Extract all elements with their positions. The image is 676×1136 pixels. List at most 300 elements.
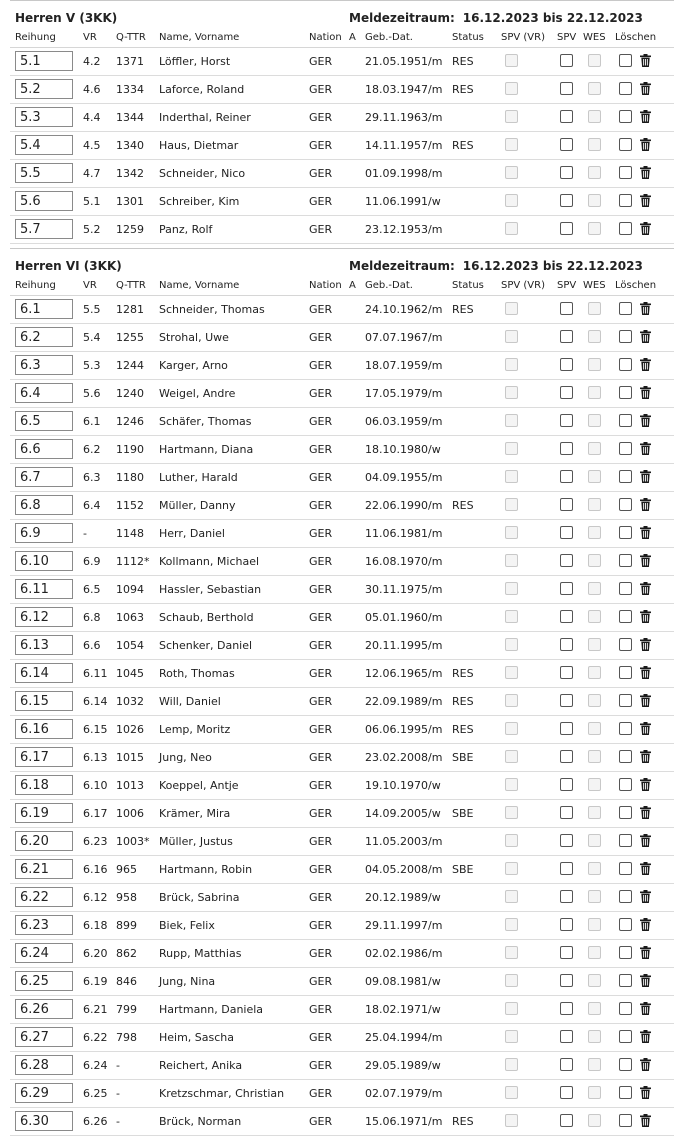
spv-vr-checkbox [505, 498, 518, 511]
status-value: SBE [452, 751, 474, 764]
delete-checkbox[interactable] [619, 582, 632, 595]
spv-checkbox[interactable] [560, 778, 573, 791]
birthdate-value: 25.04.1994/m [365, 1031, 443, 1044]
vr-value: 5.6 [83, 387, 101, 400]
delete-checkbox[interactable] [619, 918, 632, 931]
rank-input[interactable]: 5.2 [15, 79, 73, 99]
rank-input[interactable]: 6.15 [15, 691, 73, 711]
player-row [10, 1052, 674, 1080]
status-value: RES [452, 667, 474, 680]
player-row [10, 688, 674, 716]
delete-checkbox[interactable] [619, 638, 632, 651]
qttr-value: 1259 [116, 223, 144, 236]
rank-input[interactable]: 6.21 [15, 859, 73, 879]
player-name: Herr, Daniel [159, 527, 225, 540]
status-value: RES [452, 139, 474, 152]
status-value: RES [452, 55, 474, 68]
rank-input[interactable]: 6.3 [15, 355, 73, 375]
wes-checkbox [588, 1086, 601, 1099]
delete-checkbox[interactable] [619, 834, 632, 847]
birthdate-value: 18.07.1959/m [365, 359, 443, 372]
wes-checkbox [588, 834, 601, 847]
delete-checkbox[interactable] [619, 862, 632, 875]
nation-value: GER [309, 1059, 333, 1072]
spv-vr-checkbox [505, 554, 518, 567]
wes-checkbox [588, 110, 601, 123]
player-row [10, 492, 674, 520]
spv-checkbox[interactable] [560, 1002, 573, 1015]
rank-input[interactable]: 6.8 [15, 495, 73, 515]
trash-icon[interactable] [640, 1002, 651, 1015]
delete-checkbox[interactable] [619, 82, 632, 95]
qttr-value: 1246 [116, 415, 144, 428]
birthdate-value: 01.09.1998/m [365, 167, 443, 180]
spv-checkbox[interactable] [560, 386, 573, 399]
spv-checkbox[interactable] [560, 442, 573, 455]
trash-icon[interactable] [640, 386, 651, 399]
player-name: Hartmann, Diana [159, 443, 254, 456]
rank-input[interactable]: 5.5 [15, 163, 73, 183]
birthdate-value: 18.03.1947/m [365, 83, 443, 96]
col-header-status: Status [452, 32, 484, 43]
rank-input[interactable]: 5.4 [15, 135, 73, 155]
col-header-a: A [349, 32, 356, 43]
trash-icon[interactable] [640, 582, 651, 595]
qttr-value: - [116, 1115, 120, 1128]
wes-checkbox [588, 1030, 601, 1043]
rank-input[interactable]: 6.10 [15, 551, 73, 571]
player-name: Lemp, Moritz [159, 723, 231, 736]
rank-input[interactable]: 6.7 [15, 467, 73, 487]
nation-value: GER [309, 527, 333, 540]
trash-icon[interactable] [640, 302, 651, 315]
trash-icon[interactable] [640, 694, 651, 707]
spv-checkbox[interactable] [560, 110, 573, 123]
delete-checkbox[interactable] [619, 1086, 632, 1099]
spv-vr-checkbox [505, 358, 518, 371]
spv-checkbox[interactable] [560, 638, 573, 651]
qttr-value: 1094 [116, 583, 144, 596]
trash-icon[interactable] [640, 1058, 651, 1071]
team-section [10, 248, 674, 1136]
spv-checkbox[interactable] [560, 498, 573, 511]
rank-input[interactable]: 6.20 [15, 831, 73, 851]
delete-checkbox[interactable] [619, 554, 632, 567]
wes-checkbox [588, 890, 601, 903]
birthdate-value: 04.09.1955/m [365, 471, 443, 484]
rank-input[interactable]: 6.11 [15, 579, 73, 599]
trash-icon[interactable] [640, 138, 651, 151]
vr-value: 6.24 [83, 1059, 108, 1072]
qttr-value: 1032 [116, 695, 144, 708]
rank-input[interactable]: 6.1 [15, 299, 73, 319]
player-row [10, 548, 674, 576]
trash-icon[interactable] [640, 722, 651, 735]
rank-input[interactable]: 6.30 [15, 1111, 73, 1131]
birthdate-value: 11.06.1991/w [365, 195, 441, 208]
vr-value: 6.12 [83, 891, 108, 904]
birthdate-value: 16.08.1970/m [365, 555, 443, 568]
player-name: Jung, Nina [159, 975, 216, 988]
rank-input[interactable]: 6.14 [15, 663, 73, 683]
spv-checkbox[interactable] [560, 610, 573, 623]
spv-vr-checkbox [505, 138, 518, 151]
birthdate-value: 02.07.1979/m [365, 1087, 443, 1100]
delete-checkbox[interactable] [619, 442, 632, 455]
delete-checkbox[interactable] [619, 498, 632, 511]
trash-icon[interactable] [640, 358, 651, 371]
birthdate-value: 06.03.1959/m [365, 415, 443, 428]
spv-checkbox[interactable] [560, 946, 573, 959]
rank-input[interactable]: 6.27 [15, 1027, 73, 1047]
rank-input[interactable]: 6.6 [15, 439, 73, 459]
col-header-nation: Nation [309, 280, 342, 291]
delete-checkbox[interactable] [619, 946, 632, 959]
spv-vr-checkbox [505, 1002, 518, 1015]
spv-checkbox[interactable] [560, 918, 573, 931]
status-value: RES [452, 83, 474, 96]
trash-icon[interactable] [640, 414, 651, 427]
spv-vr-checkbox [505, 330, 518, 343]
nation-value: GER [309, 499, 333, 512]
trash-icon[interactable] [640, 166, 651, 179]
delete-checkbox[interactable] [619, 1058, 632, 1071]
qttr-value: 1180 [116, 471, 144, 484]
spv-checkbox[interactable] [560, 138, 573, 151]
wes-checkbox [588, 554, 601, 567]
nation-value: GER [309, 611, 333, 624]
spv-checkbox[interactable] [560, 1114, 573, 1127]
spv-checkbox[interactable] [560, 806, 573, 819]
vr-value: 6.16 [83, 863, 108, 876]
delete-checkbox[interactable] [619, 110, 632, 123]
player-row [10, 716, 674, 744]
wes-checkbox [588, 610, 601, 623]
nation-value: GER [309, 919, 333, 932]
spv-checkbox[interactable] [560, 834, 573, 847]
spv-vr-checkbox [505, 1030, 518, 1043]
delete-checkbox[interactable] [619, 414, 632, 427]
spv-checkbox[interactable] [560, 526, 573, 539]
player-list [10, 296, 674, 1136]
trash-icon[interactable] [640, 638, 651, 651]
spv-vr-checkbox [505, 666, 518, 679]
nation-value: GER [309, 1031, 333, 1044]
delete-checkbox[interactable] [619, 722, 632, 735]
delete-checkbox[interactable] [619, 1030, 632, 1043]
rank-input[interactable]: 6.19 [15, 803, 73, 823]
spv-vr-checkbox [505, 54, 518, 67]
trash-icon[interactable] [640, 526, 651, 539]
trash-icon[interactable] [640, 1030, 651, 1043]
rank-input[interactable]: 6.28 [15, 1055, 73, 1075]
birthdate-value: 09.08.1981/w [365, 975, 441, 988]
nation-value: GER [309, 555, 333, 568]
delete-checkbox[interactable] [619, 470, 632, 483]
trash-icon[interactable] [640, 666, 651, 679]
vr-value: 6.1 [83, 415, 101, 428]
trash-icon[interactable] [640, 110, 651, 123]
nation-value: GER [309, 695, 333, 708]
spv-vr-checkbox [505, 442, 518, 455]
vr-value: 6.20 [83, 947, 108, 960]
wes-checkbox [588, 82, 601, 95]
player-name: Heim, Sascha [159, 1031, 235, 1044]
qttr-value: 1152 [116, 499, 144, 512]
spv-checkbox[interactable] [560, 302, 573, 315]
delete-checkbox[interactable] [619, 194, 632, 207]
player-row [10, 520, 674, 548]
spv-checkbox[interactable] [560, 1030, 573, 1043]
col-header-qttr: Q-TTR [116, 32, 146, 43]
wes-checkbox [588, 722, 601, 735]
trash-icon[interactable] [640, 1086, 651, 1099]
player-name: Panz, Rolf [159, 223, 213, 236]
birthdate-value: 22.09.1989/m [365, 695, 443, 708]
rank-input[interactable]: 6.16 [15, 719, 73, 739]
birthdate-value: 12.06.1965/m [365, 667, 443, 680]
player-row [10, 940, 674, 968]
qttr-value: 1063 [116, 611, 144, 624]
delete-checkbox[interactable] [619, 1002, 632, 1015]
player-name: Kollmann, Michael [159, 555, 260, 568]
birthdate-value: 05.01.1960/m [365, 611, 443, 624]
spv-checkbox[interactable] [560, 358, 573, 371]
player-row [10, 1080, 674, 1108]
qttr-value: 1112* [116, 555, 150, 568]
delete-checkbox[interactable] [619, 526, 632, 539]
delete-checkbox[interactable] [619, 54, 632, 67]
spv-checkbox[interactable] [560, 1086, 573, 1099]
spv-checkbox[interactable] [560, 82, 573, 95]
wes-checkbox [588, 1114, 601, 1127]
spv-vr-checkbox [505, 414, 518, 427]
spv-vr-checkbox [505, 194, 518, 207]
rank-input[interactable]: 6.2 [15, 327, 73, 347]
nation-value: GER [309, 1087, 333, 1100]
trash-icon[interactable] [640, 918, 651, 931]
trash-icon[interactable] [640, 806, 651, 819]
nation-value: GER [309, 947, 333, 960]
wes-checkbox [588, 54, 601, 67]
rank-input[interactable]: 6.23 [15, 915, 73, 935]
trash-icon[interactable] [640, 54, 651, 67]
player-name: Laforce, Roland [159, 83, 245, 96]
trash-icon[interactable] [640, 1114, 651, 1127]
spv-checkbox[interactable] [560, 862, 573, 875]
trash-icon[interactable] [640, 498, 651, 511]
trash-icon[interactable] [640, 82, 651, 95]
wes-checkbox [588, 582, 601, 595]
rank-input[interactable]: 5.6 [15, 191, 73, 211]
nation-value: GER [309, 83, 333, 96]
delete-checkbox[interactable] [619, 778, 632, 791]
qttr-value: 846 [116, 975, 137, 988]
player-row [10, 632, 674, 660]
rank-input[interactable]: 5.7 [15, 219, 73, 239]
trash-icon[interactable] [640, 862, 651, 875]
delete-checkbox[interactable] [619, 806, 632, 819]
birthdate-value: 18.02.1971/w [365, 1003, 441, 1016]
spv-vr-checkbox [505, 890, 518, 903]
player-row [10, 48, 674, 76]
player-row [10, 660, 674, 688]
birthdate-value: 29.11.1963/m [365, 111, 443, 124]
rank-input[interactable]: 6.24 [15, 943, 73, 963]
delete-checkbox[interactable] [619, 750, 632, 763]
delete-checkbox[interactable] [619, 166, 632, 179]
nation-value: GER [309, 167, 333, 180]
trash-icon[interactable] [640, 554, 651, 567]
player-name: Hassler, Sebastian [159, 583, 262, 596]
trash-icon[interactable] [640, 750, 651, 763]
player-name: Hartmann, Robin [159, 863, 253, 876]
rank-input[interactable]: 6.12 [15, 607, 73, 627]
col-header-loeschen: Löschen [615, 280, 657, 291]
player-name: Schäfer, Thomas [159, 415, 252, 428]
spv-checkbox[interactable] [560, 722, 573, 735]
delete-checkbox[interactable] [619, 302, 632, 315]
nation-value: GER [309, 863, 333, 876]
team-registration-page [10, 0, 674, 1136]
wes-checkbox [588, 222, 601, 235]
delete-checkbox[interactable] [619, 1114, 632, 1127]
wes-checkbox [588, 946, 601, 959]
spv-checkbox[interactable] [560, 1058, 573, 1071]
wes-checkbox [588, 694, 601, 707]
spv-checkbox[interactable] [560, 694, 573, 707]
wes-checkbox [588, 526, 601, 539]
qttr-value: 1344 [116, 111, 144, 124]
player-name: Kretzschmar, Christian [159, 1087, 285, 1100]
registration-period [349, 259, 643, 273]
spv-checkbox[interactable] [560, 166, 573, 179]
nation-value: GER [309, 975, 333, 988]
status-value: RES [452, 723, 474, 736]
player-row [10, 772, 674, 800]
spv-checkbox[interactable] [560, 890, 573, 903]
vr-value: 6.22 [83, 1031, 108, 1044]
nation-value: GER [309, 111, 333, 124]
rank-input[interactable]: 5.3 [15, 107, 73, 127]
nation-value: GER [309, 331, 333, 344]
vr-value: 4.7 [83, 167, 101, 180]
qttr-value: 965 [116, 863, 137, 876]
rank-input[interactable]: 6.9 [15, 523, 73, 543]
trash-icon[interactable] [640, 834, 651, 847]
birthdate-value: 07.07.1967/m [365, 331, 443, 344]
spv-checkbox[interactable] [560, 554, 573, 567]
team-title: Herren VI (3KK) [15, 259, 122, 273]
wes-checkbox [588, 194, 601, 207]
rank-input[interactable]: 5.1 [15, 51, 73, 71]
rank-input[interactable]: 6.25 [15, 971, 73, 991]
delete-checkbox[interactable] [619, 694, 632, 707]
player-list [10, 48, 674, 244]
delete-checkbox[interactable] [619, 330, 632, 343]
spv-checkbox[interactable] [560, 414, 573, 427]
rank-input[interactable]: 6.17 [15, 747, 73, 767]
trash-icon[interactable] [640, 442, 651, 455]
spv-checkbox[interactable] [560, 582, 573, 595]
player-row [10, 996, 674, 1024]
rank-input[interactable]: 6.22 [15, 887, 73, 907]
rank-input[interactable]: 6.4 [15, 383, 73, 403]
delete-checkbox[interactable] [619, 386, 632, 399]
delete-checkbox[interactable] [619, 610, 632, 623]
trash-icon[interactable] [640, 610, 651, 623]
delete-checkbox[interactable] [619, 138, 632, 151]
nation-value: GER [309, 471, 333, 484]
trash-icon[interactable] [640, 470, 651, 483]
rank-input[interactable]: 6.18 [15, 775, 73, 795]
spv-checkbox[interactable] [560, 666, 573, 679]
spv-checkbox[interactable] [560, 750, 573, 763]
wes-checkbox [588, 1058, 601, 1071]
player-row [10, 968, 674, 996]
player-name: Reichert, Anika [159, 1059, 243, 1072]
delete-checkbox[interactable] [619, 222, 632, 235]
nation-value: GER [309, 195, 333, 208]
spv-vr-checkbox [505, 166, 518, 179]
vr-value: 5.5 [83, 303, 101, 316]
delete-checkbox[interactable] [619, 890, 632, 903]
delete-checkbox[interactable] [619, 974, 632, 987]
player-name: Schaub, Berthold [159, 611, 254, 624]
delete-checkbox[interactable] [619, 358, 632, 371]
wes-checkbox [588, 358, 601, 371]
nation-value: GER [309, 1003, 333, 1016]
wes-checkbox [588, 166, 601, 179]
spv-vr-checkbox [505, 638, 518, 651]
col-header-reihung: Reihung [15, 280, 56, 291]
qttr-value: 1013 [116, 779, 144, 792]
col-header-spv: SPV [557, 280, 577, 291]
spv-checkbox[interactable] [560, 222, 573, 235]
rank-input[interactable]: 6.5 [15, 411, 73, 431]
spv-checkbox[interactable] [560, 470, 573, 483]
spv-checkbox[interactable] [560, 330, 573, 343]
spv-checkbox[interactable] [560, 54, 573, 67]
player-name: Luther, Harald [159, 471, 238, 484]
delete-checkbox[interactable] [619, 666, 632, 679]
trash-icon[interactable] [640, 222, 651, 235]
rank-input[interactable]: 6.29 [15, 1083, 73, 1103]
birthdate-value: 23.12.1953/m [365, 223, 443, 236]
trash-icon[interactable] [640, 194, 651, 207]
trash-icon[interactable] [640, 946, 651, 959]
trash-icon[interactable] [640, 890, 651, 903]
nation-value: GER [309, 55, 333, 68]
vr-value: 5.1 [83, 195, 101, 208]
nation-value: GER [309, 891, 333, 904]
column-header-row [10, 29, 674, 48]
vr-value: 5.3 [83, 359, 101, 372]
trash-icon[interactable] [640, 974, 651, 987]
rank-input[interactable]: 6.13 [15, 635, 73, 655]
trash-icon[interactable] [640, 778, 651, 791]
spv-checkbox[interactable] [560, 194, 573, 207]
nation-value: GER [309, 387, 333, 400]
vr-value: 6.2 [83, 443, 101, 456]
col-header-nation: Nation [309, 32, 342, 43]
col-header-status: Status [452, 280, 484, 291]
rank-input[interactable]: 6.26 [15, 999, 73, 1019]
spv-vr-checkbox [505, 722, 518, 735]
spv-checkbox[interactable] [560, 974, 573, 987]
birthdate-value: 14.11.1957/m [365, 139, 443, 152]
trash-icon[interactable] [640, 330, 651, 343]
